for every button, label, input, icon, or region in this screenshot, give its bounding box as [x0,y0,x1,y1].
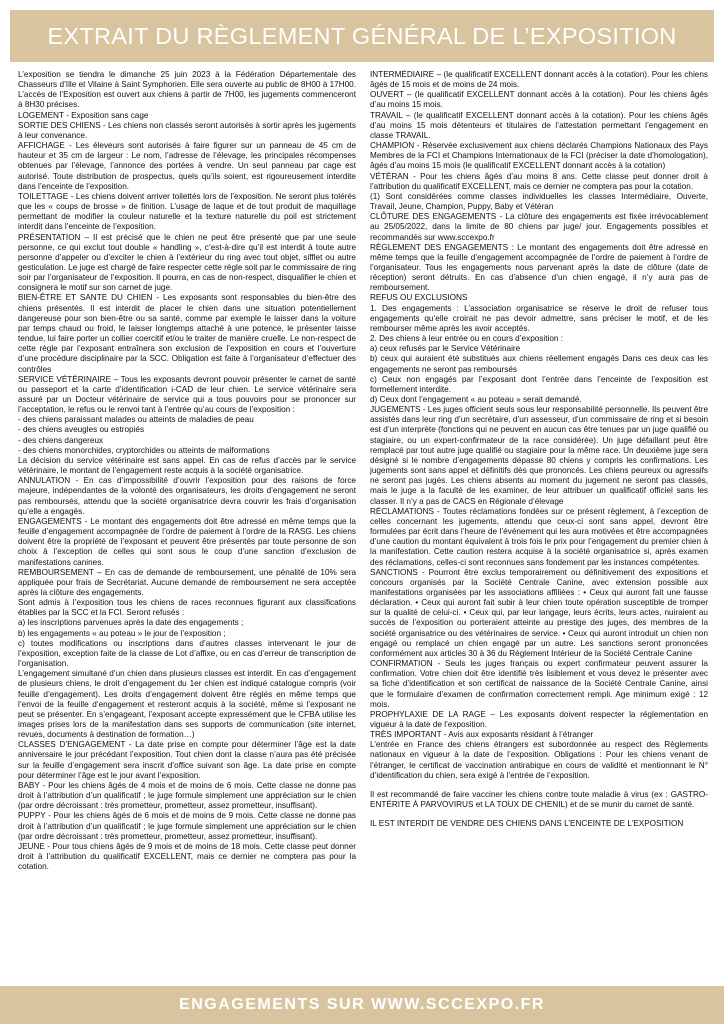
paragraph: d) Ceux dont l’engagement « au poteau » serait demandé. [370,395,582,404]
paragraph: ANNULATION - En cas d’impossibilité d’ouvrir l’exposition pour des raisons de force majeure, indépendantes de la volonté des organisateurs, les droits d’engagement ne seront pas remboursés, attendu que la société organisatrice devra couvrir les frais d’organisation qu’elle a engagés. [18,476,356,516]
paragraph: CONFIRMATION - Seuls les juges français ou expert confirmateur peuvent assurer la confirmation. Votre chien doit être identifié très lisiblement et vous devez le présenter avec sa fiche d’identification et son certificat de naissance de la Société Centrale Canine, ainsi que le formulaire d’examen de confirmation correctement rempli. Age minimum exigé : 12 mois. [370,659,708,709]
paragraph: c) Ceux non engagés par l’exposant dont l’entrée dans l’enceinte de l’exposition est formellement interdite. [370,374,708,394]
title-banner [10,10,714,62]
paragraph: a) ceux refusés par le Service Vétérinaire [370,344,521,354]
paragraph: SANCTIONS - Pourront être exclus temporairement ou définitivement des expositions et concours organisés par la Société Centrale Canine, avec extension possible aux manifestations organisées par les associations affiliées : • Ceux qui auront fait une fausse déclaration. • Ceux qui auront fait subir à leur chien toute opération susceptible de tromper sur la qualité de celui-ci. • Ceux qui, par leur langage, leurs écrits, leurs actes, nuiraient au succès de l’exposition ou porteraient atteinte au prestige des juges, des membres de la société organisatrice ou des vétérinaires de service. • Ceux qui auront introduit un chien non engagé ou remplacé un chien engagé par un autre. Les sanctions seront prononcées conformément aux articles 30 à 36 du Règlement Intérieur de la Société Centrale Canine [370,567,708,658]
left-column [18,70,356,960]
paragraph: La décision du service vétérinaire est sans appel. En cas de refus d’accès par le service vétérinaire, le montant de l’engagement reste acquis à la société organisatrice. [18,455,356,476]
paragraph: OUVERT – (le qualificatif EXCELLENT donnant accès à la cotation). Pour les chiens âgés d’au moins 15 mois. [370,90,708,110]
regulation-text [18,70,708,960]
paragraph: Il est recommandé de faire vacciner les chiens contre toute maladie à virus (ex : GASTRO-ENTÉRITE À PARVOVIRUS et LA TOUX DE CHENIL) et de se munir du carnet de santé. [370,789,708,810]
paragraph: c) toutes modifications ou inscriptions dans d’autres classes intervenant le jour de l’exposition, exception faite de la classe de Lot d’affixe, ou en cas d’erreur de transcription de l’organisation. [18,638,356,669]
paragraph: - des chiens monorchides, cryptorchides ou atteints de malformations [18,445,270,455]
paragraph: SERVICE VÉTÉRINAIRE – Tous les exposants devront pouvoir présenter le carnet de santé ou passeport et la carte d’identification i-CAD de leur chien. Le service vétérinaire sera assuré par un Docteur vétérinaire de service qui a tous pouvoirs pour se prononcer sur l’acceptation, le refus ou le renvoi tant à l’entrée qu’au cours de l’exposition : [18,374,356,415]
paragraph: Sont admis à l’exposition tous les chiens de races reconnues figurant aux classifications établies par la SCC et la FCI. Seront refusés : [18,598,356,618]
right-column [370,70,708,960]
paragraph: (1) Sont considérées comme classes individuelles les classes Intermédiaire, Ouverte, Travail, Jeune, Champion, Puppy, Baby et Vétéran [370,191,708,212]
paragraph: SORTIE DES CHIENS - Les chiens non classés seront autorisés à sortir après les jugements à leur convenance. [18,120,356,140]
paragraph: ENGAGEMENTS - Le montant des engagements doit être adressé en même temps que la feuille d’engagement accompagnée de l’ordre de paiement à l’ordre de la RASG. Les chiens doivent être la propriété de l’exposant et peuvent être présentés par toute personne de son choix à l’exception de celles qui sont sous le coup d’une sanction d’exclusion de manifestations canines. [18,516,356,567]
paragraph: 1. Des engagements : L’association organisatrice se réserve le droit de refuser tous engagements qu’elle croirait ne pas devoir admettre, sans préciser le motif, et de les rembourser même après les avoir acceptés. [370,303,708,333]
paragraph: IL EST INTERDIT DE VENDRE DES CHIENS DANS L’ENCEINTE DE L’EXPOSITION [370,819,684,829]
page-title: EXTRAIT DU RÈGLEMENT GÉNÉRAL DE L’EXPOSITION [47,22,677,49]
paragraph: PRÉSENTATION – Il est précisé que le chien ne peut être présenté que par une seule personne, ce qui exclut tout double « handling », c’est-à-dire qu’il est interdit à toute autre personne d’appeler ou d’exciter le chien à l’extérieur du ring avec tout objet, sifflet ou autre gesticulation. Le juge est chargé de faire respecter cette règle soit par le commissaire de ring soir par l’organisateur de l’exposition. Il pourra, en cas de non-respect, disqualifier le chien et consignera le motif sur son carnet de juge. [18,232,356,293]
paragraph: BIEN-ÊTRE ET SANTE DU CHIEN - Les exposants sont responsables du bien-être des chiens présentés. Il est interdit de placer le chien dans une situation potentiellement dangereuse pour son bien-être ou sa santé, comme par exemple le laisser dans la voiture par temps chaud ou froid, le laisser longtemps attaché à une potence, le présenter laisse tendue, lui faire porter un collier coercitif et/ou le traiter de manière cruelle. Le non-respect de cette règle par l’exposant entraînera son exclusion de l’exposition en cours et l’ouverture d’une procédure disciplinaire par la SCC. Obligation est faite à l’organisateur d’effectuer des contrôles [18,293,356,374]
paragraph: L’exposition se tiendra le dimanche 25 juin 2023 à la Fédération Départementale des Chasseurs d’Ille et Vilaine à Saint Symphorien. Elle sera ouverte au public de 8H00 à 17H00. L’accès de l’Exposition est ouvert aux chiens à partir de 7H00, les jugements commenceront à 8H30 précises. [18,70,356,110]
paragraph: VÉTÉRAN - Pour les chiens âgés d’au moins 8 ans. Cette classe peut donner droit à l’attribution du qualificatif EXCELLENT, mais ce dernier ne comptera pas pour la cotation. [370,171,708,191]
paragraph: CLÔTURE DES ENGAGEMENTS - La clôture des engagements est fixée irrévocablement au 25/05/2022, dans la limite de 80 chiens par juge/ jour. Engagements possibles et recommandés sur www.sccexpo.fr [370,212,708,242]
paragraph: JEUNE - Pour tous chiens âgés de 9 mois et de moins de 18 mois. Cette classe peut donner droit à l’attribution du qualificatif EXCELLENT, mais ce dernier ne comptera pas pour la cotation. [18,841,356,872]
paragraph: RÈGLEMENT DES ENGAGEMENTS : Le montant des engagements doit être adressé en même temps que la feuille d’engagement accompagnée de l’ordre de paiement à l’ordre de l’organisateur. Tous les engagements nous parvenant après la date de clôture (date de réception) seront détruits. En cas d’absence d’un chien engagé, il n’y aura pas de remboursement. [370,242,708,293]
paragraph: REFUS OU EXCLUSIONS [370,293,468,303]
footer-banner [0,986,724,1024]
paragraph: PUPPY - Pour les chiens âgés de 6 mois et de moins de 9 mois. Cette classe ne donne pas droit à l’attribution d’un qualificatif ; le juge formule simplement une appréciation sur le chien (par ordre décroissant : très prometteur, prometteur, assez prometteur, insuffisant). [18,811,356,841]
paragraph: b) ceux qui auraient été substitués aux chiens réellement engagés Dans ces deux cas les engagements ne seront pas remboursés [370,354,708,374]
paragraph: 2. Des chiens à leur entrée ou en cours d’exposition : [370,334,563,344]
paragraph: - des chiens paraissant malades ou atteints de maladies de peau [18,415,254,425]
paragraph: TRÈS IMPORTANT - Avis aux exposants résidant à l’étranger [370,730,594,740]
paragraph: TOILETTAGE - Les chiens doivent arriver toilettés lors de l’exposition. Ne seront plus tolérés que les « coups de brosse » de finition. L’usage de laque et de tout produit de maquillage permettant de modifier la couleur naturelle et la texture naturelle du poil est strictement interdit dans l’enceinte de l’exposition. [18,191,356,232]
paragraph: INTERMÉDIAIRE – (le qualificatif EXCELLENT donnant accès à la cotation). Pour les chiens âgés de 15 mois et de moins de 24 mois. [370,70,708,90]
paragraph: L’entrée en France des chiens étrangers est subordonnée au respect des Règlements nationaux en vigueur à la date de l’exposition. Obligations : Pour les chiens venant de l’étranger, le certificat de vaccination antirabique en cours de validité et mentionnant le N° d’identification du chien, sera exigé à l’entrée de l’exposition. [370,740,708,780]
paragraph: a) les inscriptions parvenues après la date des engagements ; [18,618,244,628]
paragraph: CLASSES D’ENGAGEMENT - La date prise en compte pour déterminer l’âge est la date anniversaire le jour précédant l’exposition. Tout chien dont la classe n’aura pas été précisée sur la feuille d’engagement sera inscrit d’office suivant son âge. La date prise en compte pour déterminer l’âge est le jour avant l’exposition. [18,740,356,780]
paragraph: PROPHYLAXIE DE LA RAGE – Les exposants doivent respecter la réglementation en vigueur à la date de l’exposition. [370,709,708,729]
paragraph: b) les engagements « au poteau » le jour de l’exposition ; [18,628,226,638]
paragraph: TRAVAIL – (le qualificatif EXCELLENT donnant accès à la cotation). Pour les chiens âgés d’au moins 15 mois détenteurs et titulaires de l’attestation permettant l’engagement en classe TRAVAIL. [370,110,708,140]
paragraph: JUGEMENTS - Les juges officient seuls sous leur responsabilité personnelle. Ils peuvent être assistés dans leur ring d’un secrétaire, d’un assesseur, d’un commissaire de ring et si besoin est d’un interprète (fonctions qui ne peuvent en aucun cas être tenues par un juge qualifié ou stagiaire, ou un expert-confirmateur de la race considérée). Un juge défaillant peut être remplacé par tout autre juge qualifié ou stagiaire pour la même race. Un deuxième juge sera désigné si le nombre d’engagements dépasse 80 chiens y compris les confirmations. Les jugements sont sans appel et définitifs dès que prononcés. Les chiens peureux ou agressifs ne seront pas jugés. Les chiens absents au moment du jugement ne seront pas classés, mais le juge a la faculté de les examiner, de leur attribuer un qualificatif officiel sans les classer. Il n’y a pas de CACS en Régionale d’élevage [370,405,708,506]
paragraph: REMBOURSEMENT – En cas de demande de remboursement, une pénalité de 10% sera appliquée pour frais de Secrétariat. Aucune demande de remboursement ne sera acceptée après la clôture des engagements. [18,567,356,597]
paragraph: - des chiens aveugles ou estropiés [18,425,145,435]
paragraph: - des chiens dangereux [18,435,104,445]
paragraph: RÉCLAMATIONS - Toutes réclamations fondées sur ce présent règlement, à l’exception de celles concernant les jugements, attendu que ceux-ci sont sans appel, devront être formulées par écrit dans l’heure de l’événement qui les aura motivées et être accompagnées d’une caution du montant équivalent à trois fois le prix pour l’engagement du premier chien à la manifestation. Cette caution restera acquise à la société organisatrice si, après examen des réclamations, celles-ci sont reconnues sans fondement par les instances compétentes. [370,506,708,567]
paragraph: AFFICHAGE - Les éleveurs sont autorisés à faire figurer sur un panneau de 45 cm de hauteur et 35 cm de largeur : Le nom, l’adresse de l’élevage, les principales récompenses obtenues par l’élevage, l’annonce des portées à vendre. Un seul panneau par cage est autorisé. Toute distribution de prospectus, quels qu’ils soient, est rigoureusement interdite dans l’enceinte de l’exposition. [18,141,356,191]
paragraph: BABY - Pour les chiens âgés de 4 mois et de moins de 6 mois. Cette classe ne donne pas droit à l’attribution d’un qualificatif ; le juge formule simplement une appréciation sur le chien (par ordre décroissant : très prometteur, prometteur, assez prometteur, insuffisant). [18,780,356,811]
paragraph: CHAMPION - Réservée exclusivement aux chiens déclarés Champions Nationaux des Pays Membres de la FCI et Champions Internationaux de la FCI (préciser la date d’homologation), âgés d’au moins 15 mois (le qualificatif EXCELLENT donnant accès à la cotation) [370,141,708,171]
paragraph: L’engagement simultané d’un chien dans plusieurs classes est interdit. En cas d’engagement de plusieurs chiens, le droit d’engagement du 1er chien est indiqué catalogue compris (voir feuille d’engagement). Les droits d’engagement doivent être réglés en même temps que l’envoi de la feuille d’engagement et resteront acquis à la société, même si l’exposant ne peut se présenter. En s’engageant, l’exposant accepte expressément que le CFBA utilise les images prises lors de la manifestation dans ses supports de communication (site internet, revues, documents à destination de formation…) [18,669,356,740]
footer-link-text[interactable]: ENGAGEMENTS SUR WWW.SCCEXPO.FR [179,996,545,1013]
paragraph: LOGEMENT - Exposition sans cage [18,110,149,120]
